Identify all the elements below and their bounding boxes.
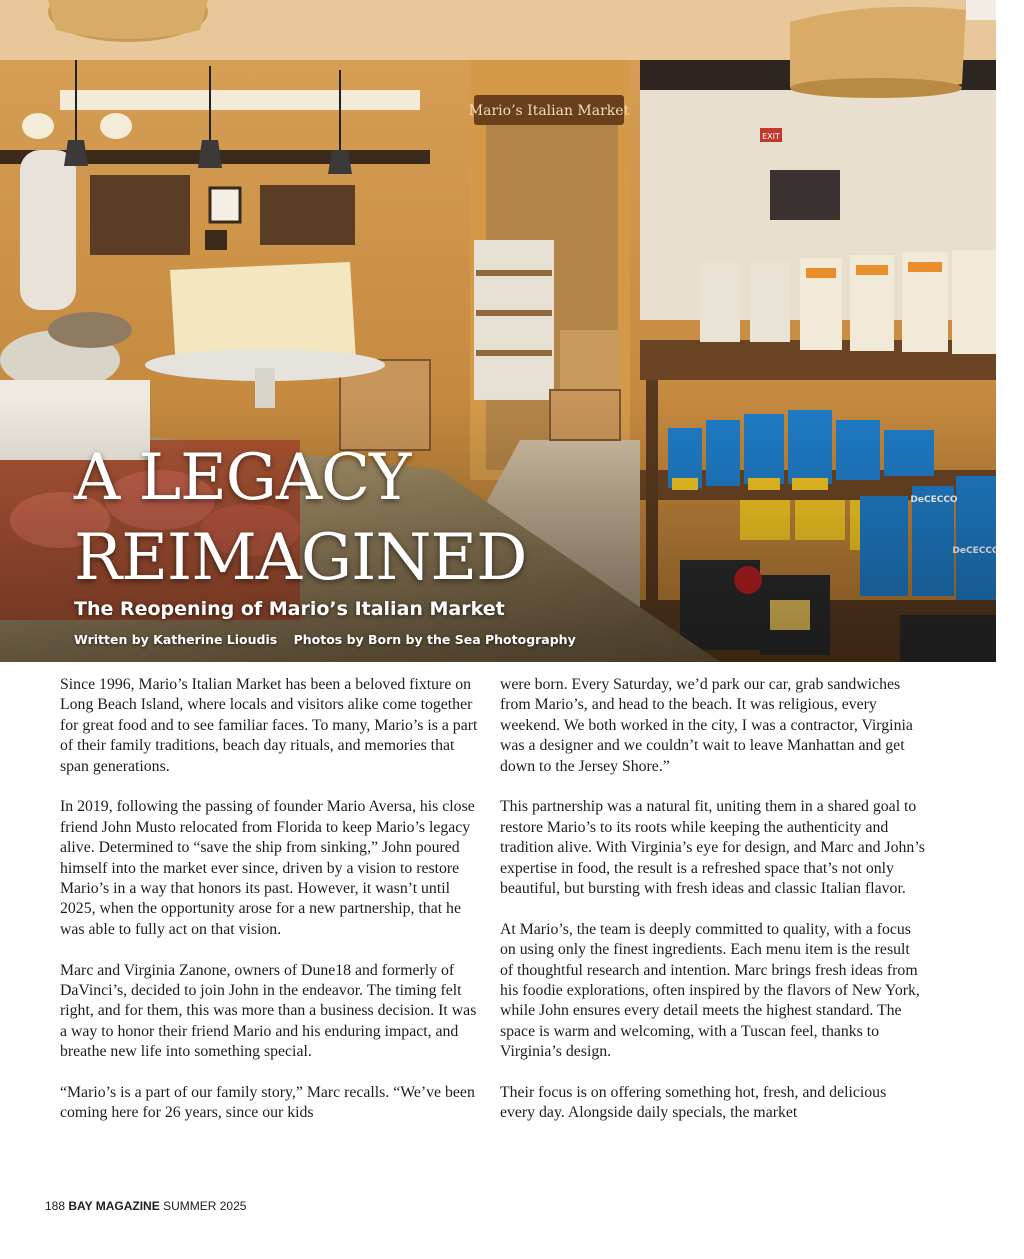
issue-label: SUMMER 2025 [163,1199,247,1213]
byline [74,632,576,647]
paragraph: “Mario’s is a part of our family story,” Marc recalls. “We’ve been coming here for 26 years, since our kids [60,1084,475,1122]
byline-writer: Written by Katherine Lioudis [74,632,278,647]
paragraph: Since 1996, Mario’s Italian Market has been a beloved fixture on Long Beach Island, where locals and visitors alike come together for great food and to see familiar faces. To many, Mario’s is a part of their family traditions, beach day rituals, and memories that span generations. [60,676,478,775]
article-column-left [60,675,485,1144]
paragraph: At Mario’s, the team is deeply committed to quality, with a focus on using only the finest ingredients. Each menu item is the result of thoughtful research and intention. Marc brings fresh ideas from his foodie explorations, often inspired by the flavors of New York, while John ensures every detail meets the highest standard. The space is warm and welcoming, with a Tuscan feel, thanks to Virginia’s design. [500,920,920,1061]
paragraph: Marc and Virginia Zanone, owners of Dune18 and formerly of DaVinci’s, decided to join John in the endeavor. The timing felt right, and for them, this was more than a business decision. It was a way to honor their friend Mario and his enduring impact, and breathe new life into something special. [60,961,477,1061]
article-column-right [500,675,925,1144]
byline-photographer: Photos by Born by the Sea Photography [293,632,576,647]
magazine-name: BAY MAGAZINE [68,1199,160,1213]
page-footer [45,1199,246,1213]
paragraph: were born. Every Saturday, we’d park our car, grab sandwiches from Mario’s, and head to the beach. It was religious, every weekend. We both worked in the city, I was a contractor, Virginia was a designer and we couldn’t wait to leave Manhattan and get down to the Jersey Shore.” [500,676,913,775]
paragraph: In 2019, following the passing of founder Mario Aversa, his close friend John Musto relocated from Florida to keep Mario’s legacy alive. Determined to “save the ship from sinking,” John poured himself into the market ever since, driven by a vision to restore Mario’s in a way that honors its past. However, it wasn’t until 2025, when the opportunity arose for a new partnership, that he was able to fully act on that vision. [60,798,475,938]
paragraph: This partnership was a natural fit, uniting them in a shared goal to restore Mario’s to its roots while keeping the authenticity and tradition alive. With Virginia’s eye for design, and Marc and John’s expertise in food, the result is a refreshed space that’s not only beautiful, but bursting with fresh ideas and classic Italian flavor. [500,798,925,898]
paragraph: Their focus is on offering something hot, fresh, and delicious every day. Alongside daily specials, the market [500,1084,887,1122]
page-number: 188 [45,1199,66,1213]
article-title-line-2: REIMAGINED [74,521,527,595]
article-title-line-1: A LEGACY [74,441,411,515]
article-subtitle: The Reopening of Mario’s Italian Market [74,598,505,620]
